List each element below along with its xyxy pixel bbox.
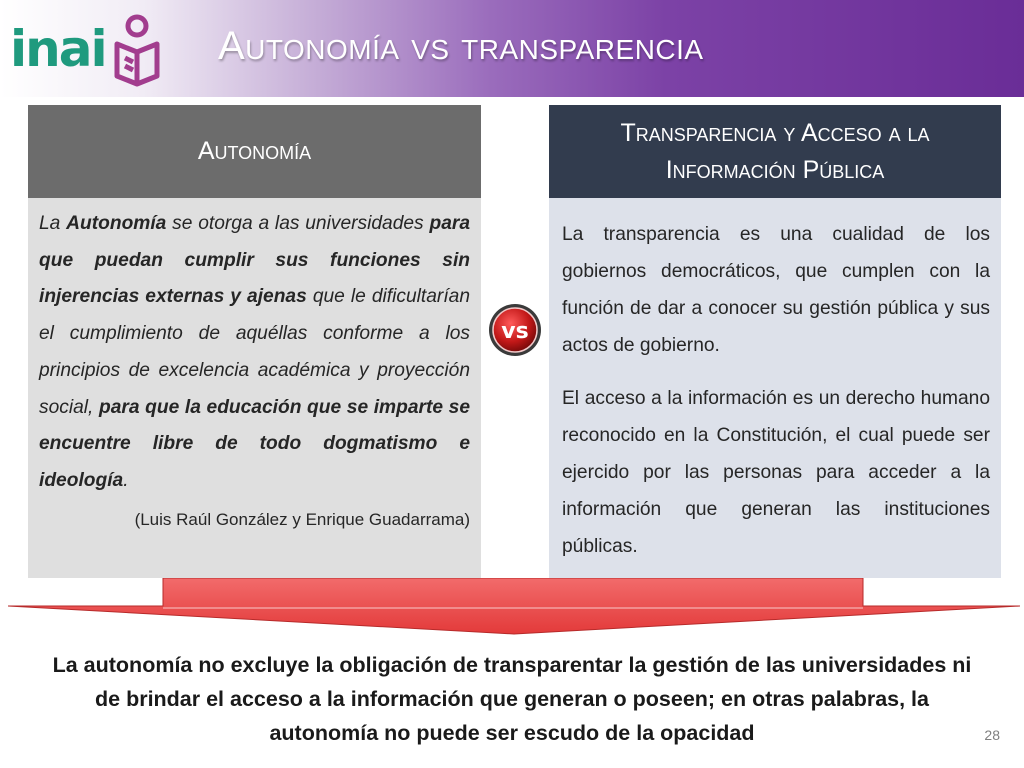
autonomia-emphasis: para que la educación que se imparte se encuentre libre de todo dogmatismo e ideología (39, 396, 471, 491)
autonomia-heading: Autonomía (28, 105, 481, 198)
page-number: 28 (984, 727, 1000, 743)
slide-title: Autonomía vs transparencia (218, 24, 704, 68)
autonomia-text: La (39, 213, 67, 234)
autonomia-panel (28, 105, 481, 578)
transparencia-heading: Transparencia y Acceso a la Información Pública (549, 105, 1001, 198)
transparencia-body (549, 198, 1001, 565)
autonomia-text: se otorga a las universidades (166, 213, 430, 234)
transparencia-panel (549, 105, 1001, 578)
autonomia-emphasis: para que puedan cumplir sus funciones sin injerencias externas y ajenas (39, 213, 470, 308)
autonomia-emphasis: Autonomía (66, 213, 167, 234)
vs-badge-text: vs (501, 319, 529, 344)
inai-logo[interactable] (10, 10, 160, 90)
autonomia-text: que le dificultarían el cumplimiento de aquéllas conforme a los principios de excelencia académica y proyección social, (39, 286, 470, 418)
acceso-paragraph: El acceso a la información es un derecho humano reconocido en la Constitución, el cual puede ser ejercido por las personas para acceder a la información que generan las instituciones públicas. (562, 388, 990, 557)
autonomia-text: . (123, 469, 129, 491)
autonomia-body (28, 198, 481, 500)
logo-wordmark: inai (10, 20, 106, 78)
autonomia-citation: (Luis Raúl González y Enrique Guadarrama) (134, 509, 470, 529)
vs-badge-icon (487, 302, 543, 358)
header-bar (0, 0, 1024, 97)
conclusion-text: La autonomía no excluye la obligación de transparentar la gestión de las universidades ni de brindar el acceso a la información que generan o poseen; en otras palabras, la autonomía no puede ser escudo de la opacidad (52, 653, 972, 745)
transparencia-paragraph: La transparencia es una cualidad de los gobiernos democráticos, que cumplen con la función de dar a conocer su gestión pública y sus actos de gobierno. (562, 224, 990, 356)
logo-person-book-icon (113, 14, 161, 88)
down-arrow-banner (8, 578, 1020, 638)
